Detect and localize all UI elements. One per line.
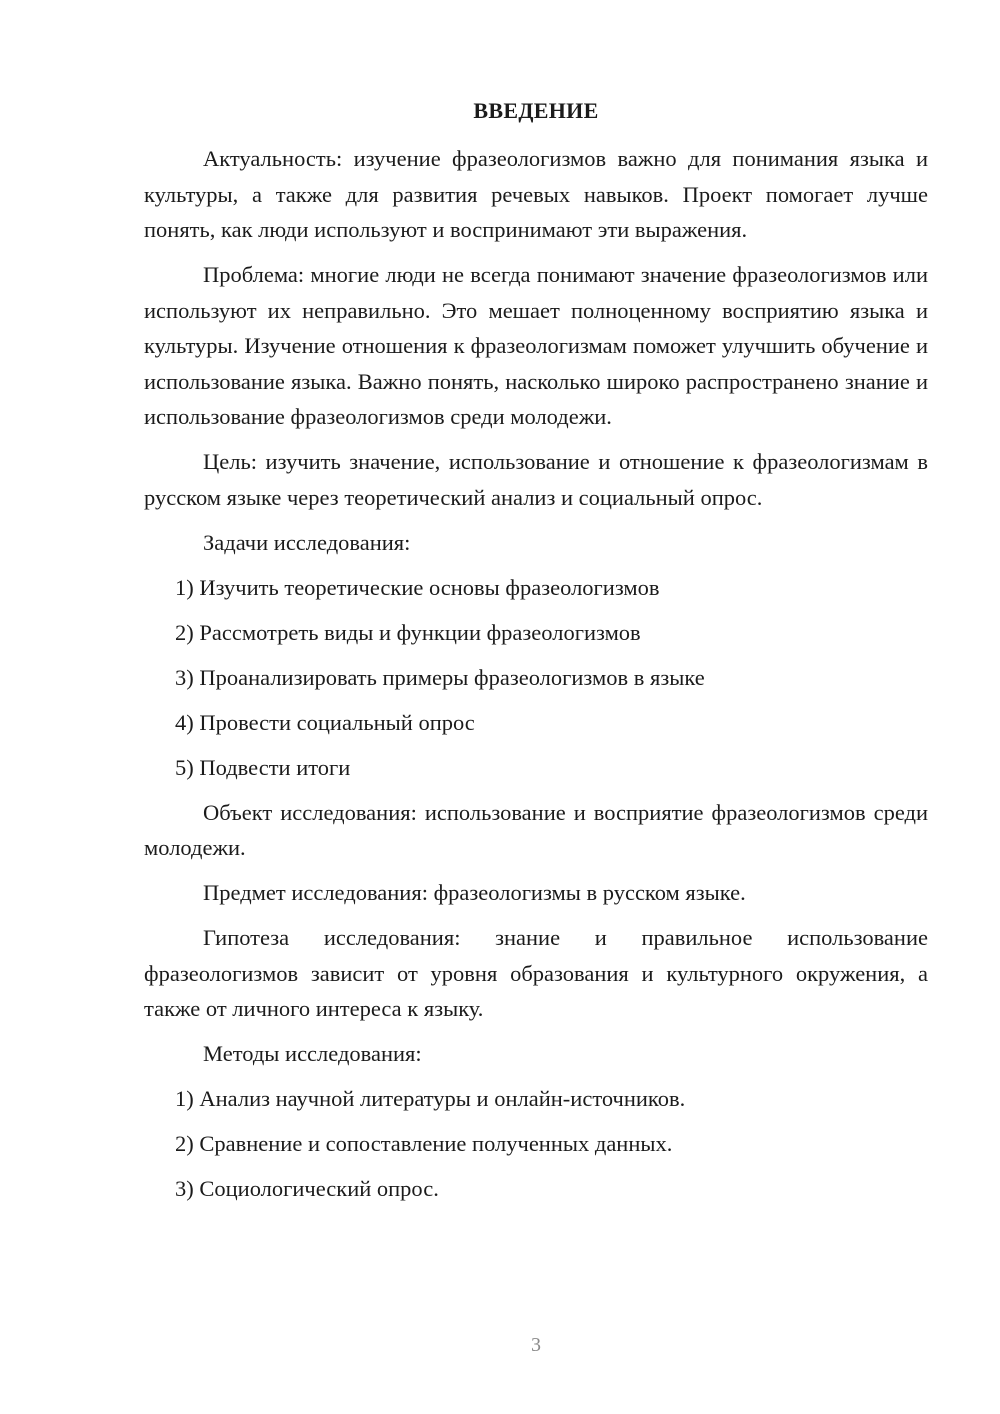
methods-heading: Методы исследования: (203, 1041, 422, 1066)
subject-paragraph: Предмет исследования: фразеологизмы в русском языке. (203, 880, 746, 905)
relevance-paragraph: Актуальность: изучение фразеологизмов важно для понимания языка и культуры, а также для развития речевых навыков. Проект помогает лучше понять, как люди используют и воспринимают эти выражения. (144, 146, 928, 242)
list-item: 3) Проанализировать примеры фразеологизмов в языке (175, 664, 705, 690)
list-item: 4) Провести социальный опрос (175, 709, 475, 735)
list-item: 1) Изучить теоретические основы фразеологизмов (175, 574, 660, 600)
object-paragraph: Объект исследования: использование и восприятие фразеологизмов среди молодежи. (144, 799, 928, 860)
page-body (144, 141, 928, 1216)
goal-paragraph: Цель: изучить значение, использование и отношение к фразеологизмам в русском языке через теоретический анализ и социальный опрос. (144, 449, 928, 510)
hypothesis-paragraph: Гипотеза исследования: знание и правильное использование фразеологизмов зависит от уровня образования и культурного окружения, а также от личного интереса к языку. (144, 925, 928, 1021)
list-item: 2) Рассмотреть виды и функции фразеологизмов (175, 619, 641, 645)
page-title: ВВЕДЕНИЕ (473, 98, 599, 123)
list-item: 1) Анализ научной литературы и онлайн-источников. (175, 1086, 686, 1111)
tasks-list (144, 570, 928, 786)
list-item: 2) Сравнение и сопоставление полученных данных. (175, 1131, 673, 1156)
methods-list (144, 1081, 928, 1207)
page-number: 3 (531, 1334, 541, 1356)
list-item: 5) Подвести итоги (175, 754, 351, 780)
problem-paragraph: Проблема: многие люди не всегда понимают значение фразеологизмов или используют их неправильно. Это мешает полноценному восприятию языка и культуры. Изучение отношения к фразеологизмам поможет улучшить обучение и использование языка. Важно понять, насколько широко распространено знание и использование фразеологизмов среди молодежи. (144, 262, 928, 429)
list-item: 3) Социологический опрос. (175, 1176, 439, 1201)
tasks-heading: Задачи исследования: (203, 529, 411, 555)
